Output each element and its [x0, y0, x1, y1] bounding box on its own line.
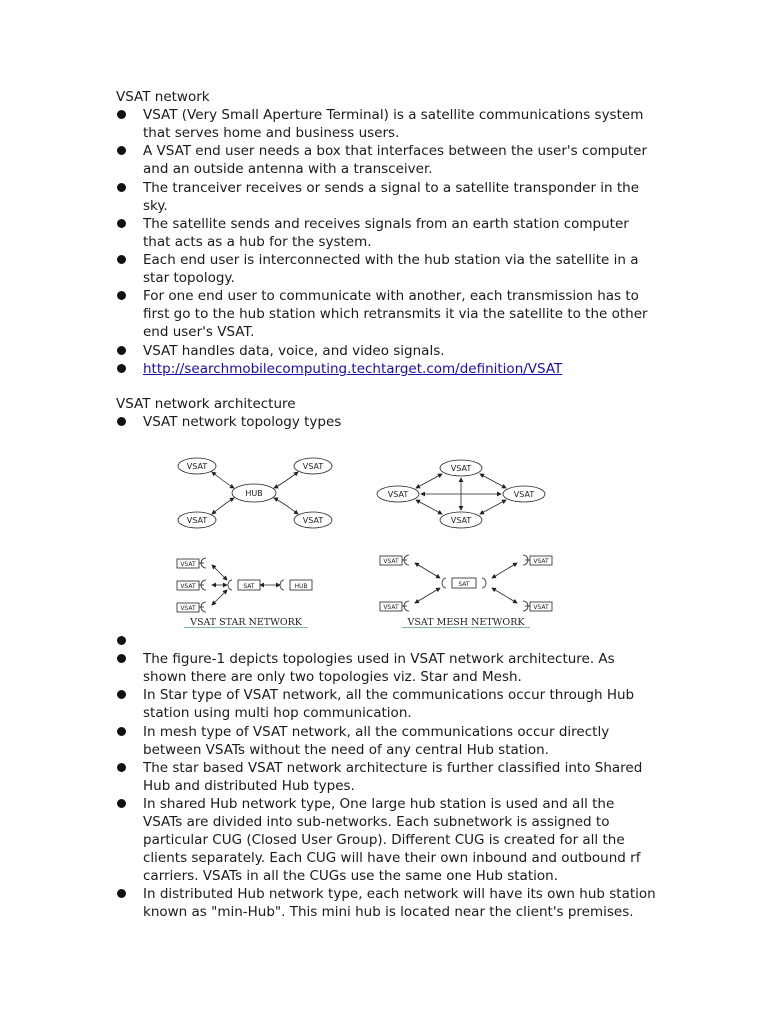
bullet-icon [117, 291, 126, 300]
list-item [116, 142, 656, 178]
bullet-icon [117, 763, 126, 772]
topology-figure [172, 432, 592, 628]
node-label: VSAT [180, 560, 196, 568]
list-item-text: In mesh type of VSAT network, all the communications occur directly between VSATs without the need of any central Hub station. [143, 723, 610, 758]
list-item-text: In distributed Hub network type, each network will have its own hub station known as "min-Hub". This mini hub is located near the client's premises. [143, 886, 656, 921]
list-item-text: The satellite sends and receives signals from an earth station computer that acts as a hub for the system. [143, 215, 629, 250]
bullet-icon [117, 417, 126, 426]
list-item [116, 723, 656, 759]
node-label: VSAT [383, 603, 399, 611]
figure-caption: VSAT STAR NETWORK [190, 616, 302, 628]
list-item [116, 251, 656, 287]
node-label: VSAT [186, 461, 208, 471]
list-item-text: For one end user to communicate with another, each transmission has to first go to the hub station which retransmits it via the satellite to the other end user's VSAT. [143, 288, 648, 341]
list-item-text: In Star type of VSAT network, all the communications occur through Hub station using multi hop communication. [143, 687, 635, 722]
list-item [116, 360, 656, 378]
list-item [116, 287, 656, 341]
bullet-list [116, 632, 656, 922]
figure-caption: VSAT MESH NETWORK [407, 616, 525, 628]
list-item-text: VSAT handles data, voice, and video signals. [143, 342, 445, 359]
list-item-text: VSAT network topology types [143, 414, 342, 431]
bullet-icon [117, 110, 126, 119]
node-label: VSAT [533, 557, 549, 565]
section-spacer [116, 378, 656, 395]
list-item-text: Each end user is interconnected with the hub station via the satellite in a star topology. [143, 252, 639, 287]
document-page [116, 88, 656, 922]
node-label: VSAT [383, 557, 399, 565]
node-label: VSAT [450, 515, 472, 525]
bullet-icon [117, 727, 126, 736]
node-label: VSAT [180, 582, 196, 590]
list-item [116, 650, 656, 686]
bullet-icon [117, 364, 126, 373]
list-item-text: The figure-1 depicts topologies used in VSAT network architecture. As shown there are only two topologies viz. Star and Mesh. [143, 650, 615, 685]
list-item [116, 342, 656, 360]
mesh-physical-diagram [380, 555, 552, 611]
bullet-icon [117, 183, 126, 192]
bullet-icon [117, 346, 126, 355]
node-label: VSAT [387, 489, 409, 499]
list-item-text: The tranceiver receives or sends a signal to a satellite transponder in the sky. [143, 179, 640, 214]
list-item-text: A VSAT end user needs a box that interfaces between the user's computer and an outside antenna with a transceiver. [143, 143, 648, 178]
section-heading: VSAT network architecture [116, 396, 296, 413]
list-item-text: In shared Hub network type, One large hub station is used and all the VSATs are divided into sub-networks. Each subnetwork is assigned to particular CUG (Closed User Group). Different CUG is created for all the clients separately. Each CUG will have their own inbound and outbound rf carriers. VSATs in all the CUGs use the same one Hub station. [143, 796, 641, 885]
node-label: VSAT [186, 515, 208, 525]
bullet-icon [117, 690, 126, 699]
list-item [116, 759, 656, 795]
star-physical-diagram [177, 558, 312, 612]
list-item [116, 632, 656, 650]
list-item [116, 215, 656, 251]
star-network-diagram [178, 458, 332, 528]
list-item-text: The star based VSAT network architecture is further classified into Shared Hub and distributed Hub types. [143, 759, 643, 794]
bullet-list [116, 106, 656, 378]
bullet-icon [117, 255, 126, 264]
topology-diagram [172, 432, 592, 628]
bullet-list [116, 413, 656, 431]
node-label: VSAT [450, 463, 472, 473]
bullet-icon [117, 636, 126, 645]
list-item [116, 686, 656, 722]
bullet-icon [117, 799, 126, 808]
list-item-text: VSAT (Very Small Aperture Terminal) is a satellite communications system that serves home and business users. [143, 107, 644, 141]
node-label: SAT [458, 580, 470, 588]
list-item [116, 179, 656, 215]
node-label: VSAT [180, 604, 196, 612]
reference-link[interactable]: http://searchmobilecomputing.techtarget.com/definition/VSAT [143, 361, 563, 378]
list-item [116, 106, 656, 142]
node-label: SAT [243, 582, 255, 590]
list-item [116, 413, 656, 431]
bullet-icon [117, 146, 126, 155]
section-heading: VSAT network [116, 89, 210, 105]
bullet-icon [117, 654, 126, 663]
node-label: VSAT [302, 515, 324, 525]
node-label: VSAT [513, 489, 535, 499]
bullet-icon [117, 889, 126, 898]
node-label: HUB [245, 488, 263, 498]
list-item [116, 885, 656, 921]
mesh-network-diagram [377, 460, 545, 528]
node-label: VSAT [533, 603, 549, 611]
node-label: HUB [294, 582, 308, 590]
bullet-icon [117, 219, 126, 228]
node-label: VSAT [302, 461, 324, 471]
list-item [116, 795, 656, 885]
